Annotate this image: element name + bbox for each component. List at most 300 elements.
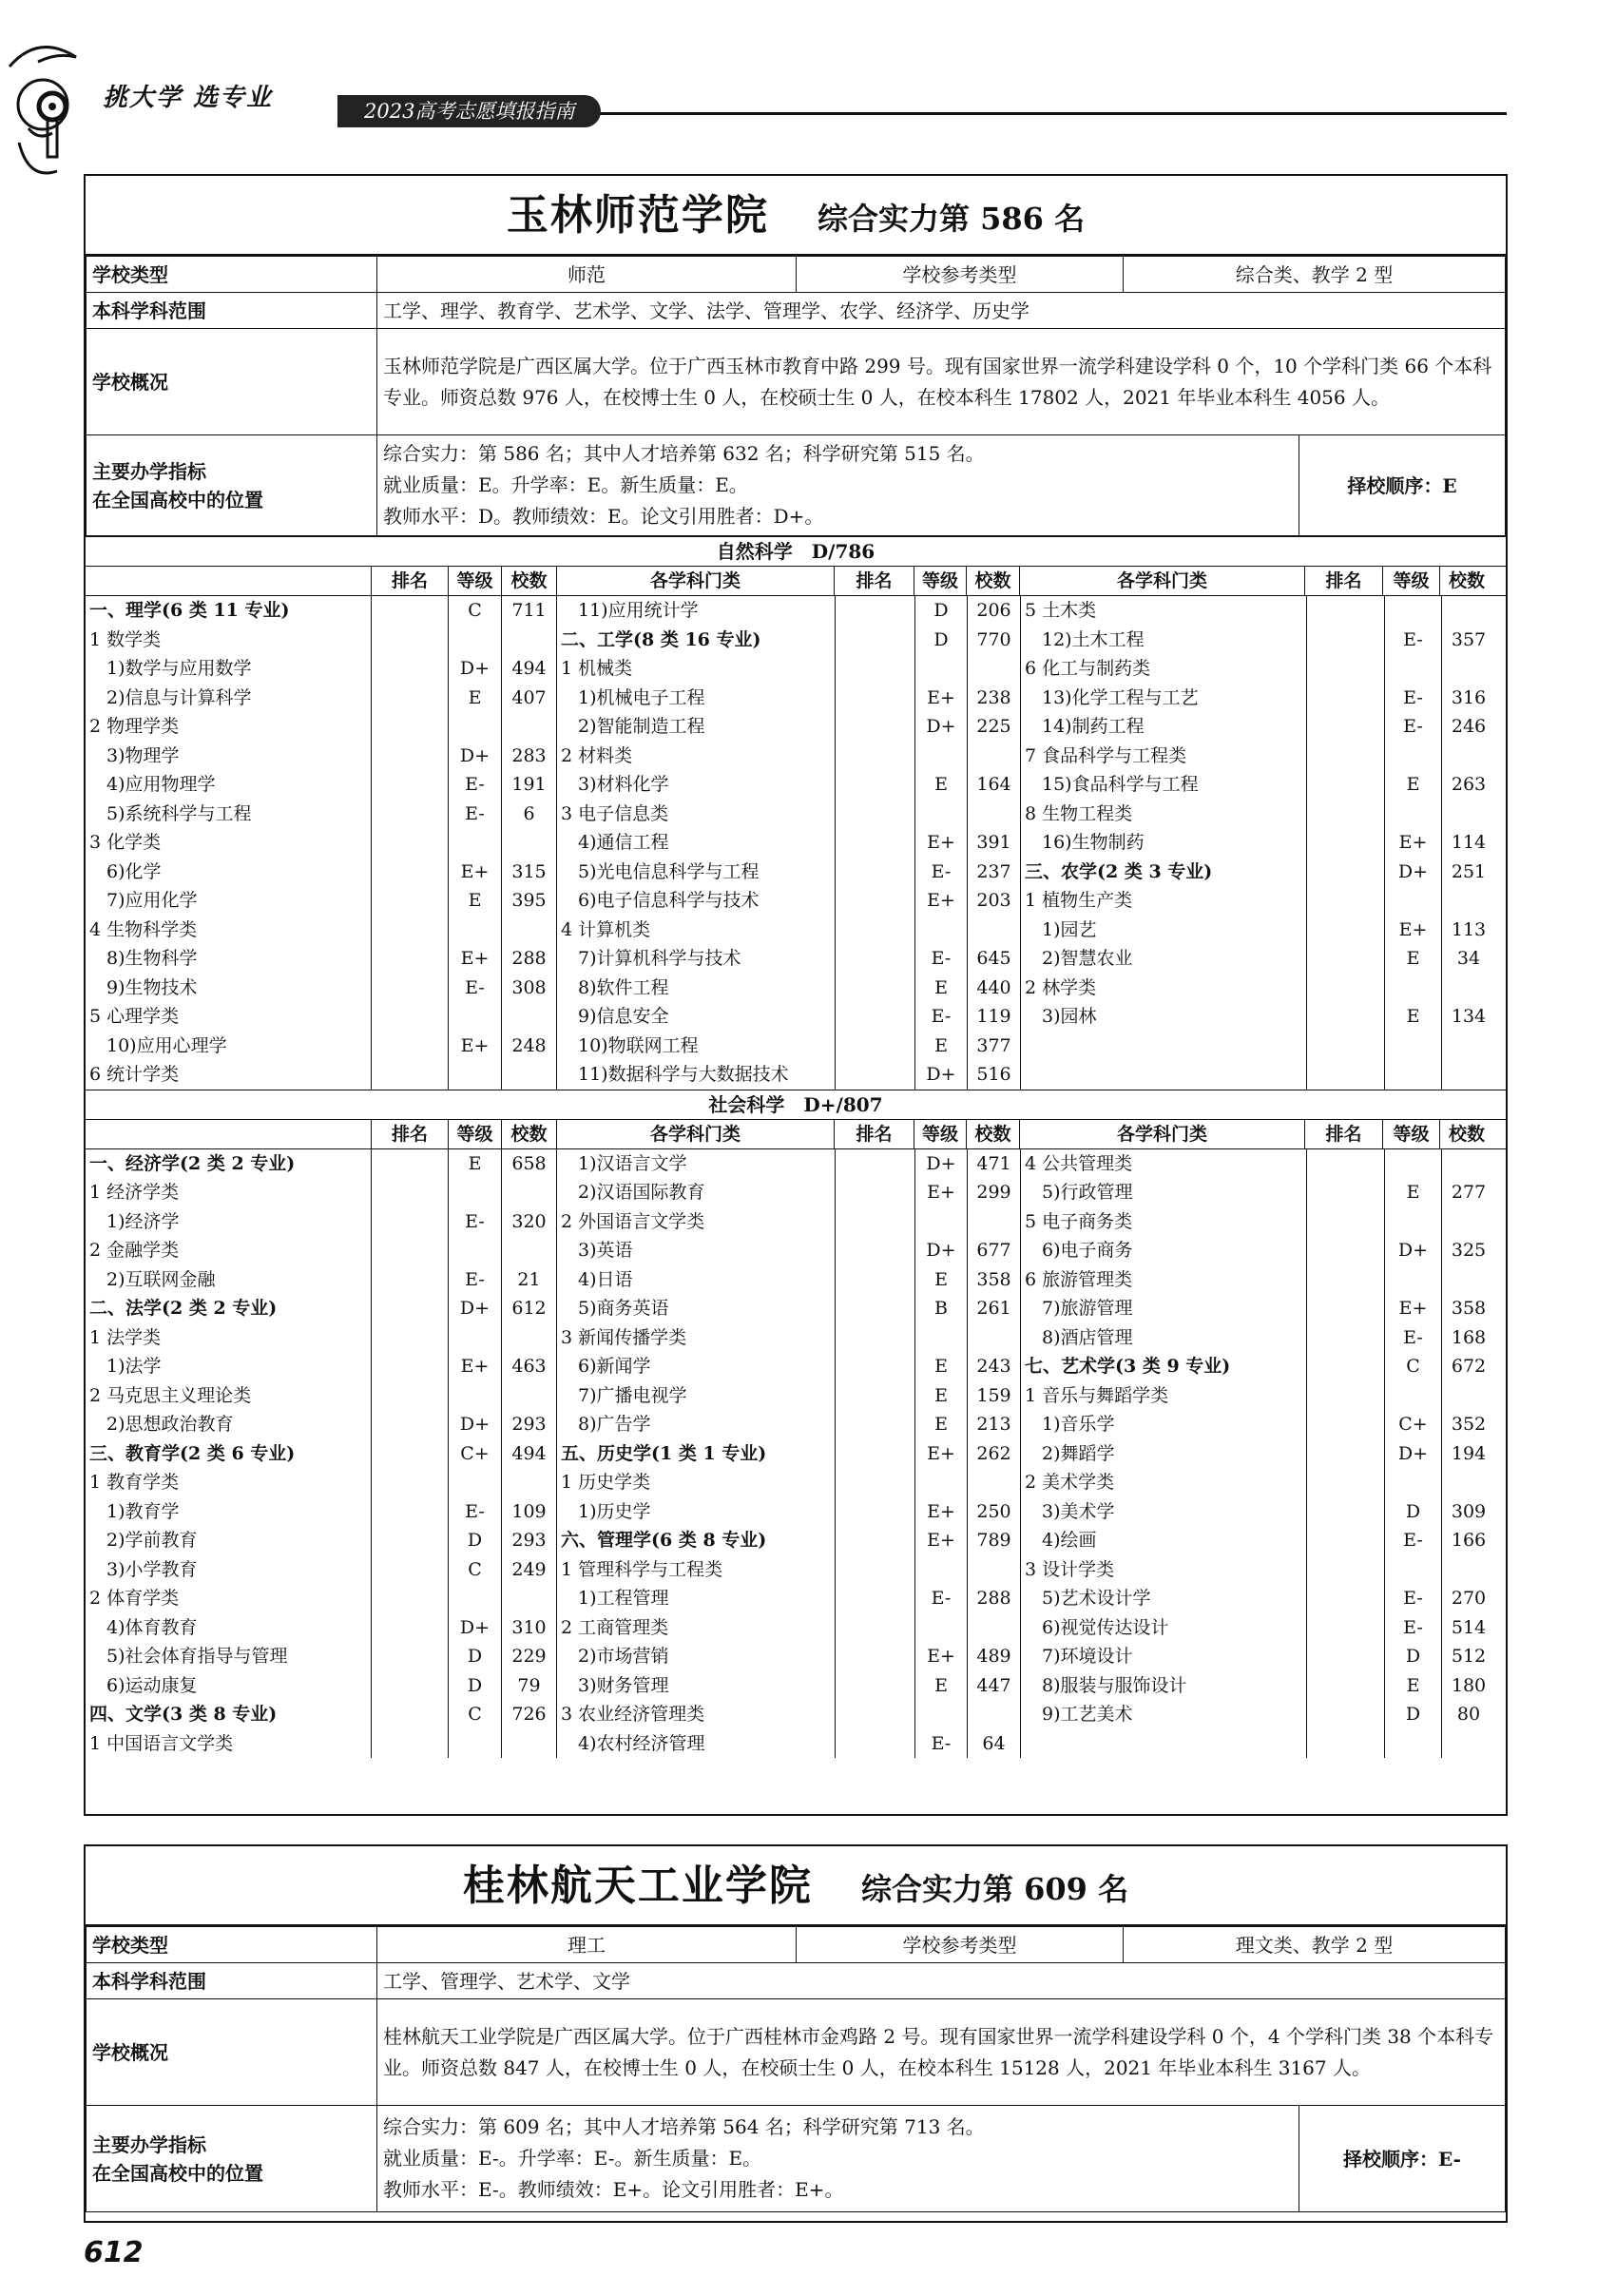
subject-count	[501, 828, 556, 858]
subject-grade	[1384, 1381, 1441, 1411]
subject-row	[1021, 712, 1495, 742]
subject-grade: E	[914, 1032, 967, 1061]
subject-name: 1 数学类	[89, 628, 162, 650]
subject-grade: E+	[1384, 1294, 1441, 1323]
subject-count: 293	[501, 1526, 556, 1555]
subject-row	[557, 1002, 1020, 1032]
subject-rank	[835, 1439, 914, 1469]
subject-row	[1021, 1526, 1495, 1555]
subject-grade: E	[914, 1381, 967, 1411]
subject-rank	[835, 1236, 914, 1265]
subject-count	[967, 1323, 1020, 1353]
subject-grade: E-	[448, 1207, 501, 1237]
subject-count: 229	[501, 1642, 556, 1671]
subject-rank	[371, 770, 448, 800]
subject-count: 612	[501, 1294, 556, 1323]
subject-count	[501, 1236, 556, 1265]
subject-row	[1021, 1410, 1495, 1439]
subject-rank	[1306, 858, 1384, 887]
indicators-label	[87, 435, 377, 536]
subject-rank	[371, 974, 448, 1003]
subject-rank	[1306, 1700, 1384, 1729]
subject-rank	[1306, 596, 1384, 626]
subject-count: 194	[1441, 1439, 1495, 1469]
subject-count: 270	[1441, 1584, 1495, 1613]
subject-grade	[1384, 1032, 1441, 1061]
subject-count	[1441, 1729, 1495, 1759]
subject-count: 191	[501, 770, 556, 800]
subject-count: 109	[501, 1497, 556, 1527]
subject-name: 5)商务英语	[578, 1298, 669, 1319]
subject-name: 2)学前教育	[106, 1530, 198, 1551]
subject-name: 1)法学	[106, 1356, 162, 1377]
subject-name: 6)视觉传达设计	[1042, 1616, 1169, 1638]
subject-rank	[835, 1671, 914, 1701]
subject-name: 9)生物技术	[106, 976, 198, 998]
subject-name: 3)英语	[578, 1240, 633, 1261]
column-header-count: 校数	[1439, 567, 1493, 595]
subject-count: 325	[1441, 1236, 1495, 1265]
subject-name: 3)财务管理	[578, 1674, 669, 1696]
column-header-subject	[86, 567, 371, 595]
subject-grade: E-	[448, 1265, 501, 1295]
subject-row	[86, 916, 556, 945]
school-name: 玉林师范学院	[506, 191, 769, 240]
subject-grade	[1384, 596, 1441, 626]
school-rank: 综合实力第 586 名	[818, 201, 1086, 237]
subject-name: 7)计算机科学与技术	[578, 948, 741, 969]
subject-name: 1)机械电子工程	[578, 686, 705, 708]
indicators-value	[377, 2106, 1299, 2212]
subject-row	[557, 770, 1020, 800]
subject-rank	[1306, 1526, 1384, 1555]
subject-count	[967, 916, 1020, 945]
subject-rank	[835, 1729, 914, 1759]
subject-rank	[1306, 1265, 1384, 1295]
subject-rank	[371, 1323, 448, 1353]
subject-grade: C	[448, 1700, 501, 1729]
subject-name: 6 统计学类	[89, 1064, 180, 1085]
subject-count: 395	[501, 886, 556, 916]
subject-rank	[1306, 1555, 1384, 1585]
subject-count: 440	[967, 974, 1020, 1003]
subject-grade: E-	[448, 974, 501, 1003]
ref-type-label: 学校参考类型	[797, 1927, 1124, 1963]
subject-count: 407	[501, 684, 556, 713]
subject-row	[557, 1149, 1020, 1179]
subject-name: 3)小学教育	[106, 1558, 198, 1580]
subject-count: 770	[967, 626, 1020, 655]
subject-count	[967, 1555, 1020, 1585]
school-card-guilin	[84, 1844, 1508, 2223]
subject-count	[501, 1323, 556, 1353]
subject-name: 8)广告学	[578, 1414, 651, 1435]
subject-count	[1441, 974, 1495, 1003]
subject-grade: D+	[914, 1060, 967, 1090]
subject-rank	[371, 1584, 448, 1613]
type-value: 理工	[377, 1927, 797, 1963]
subject-name: 3)物理学	[106, 744, 180, 766]
subject-name: 2)思想政治教育	[106, 1414, 234, 1435]
subject-count: 463	[501, 1352, 556, 1381]
subject-grade: E-	[1384, 1526, 1441, 1555]
subject-row	[86, 1352, 556, 1381]
header-brand: 挑大学 选专业	[103, 84, 274, 112]
subject-count: 352	[1441, 1410, 1495, 1439]
subject-grade: E-	[1384, 626, 1441, 655]
subject-count: 310	[501, 1613, 556, 1643]
subject-rank	[371, 1002, 448, 1032]
subject-row	[557, 654, 1020, 684]
column-header-grade: 等级	[914, 567, 966, 595]
subject-row	[86, 1468, 556, 1497]
subject-rank	[1306, 1149, 1384, 1179]
subject-name: 1)历史学	[578, 1500, 651, 1522]
subject-grade	[914, 1468, 967, 1497]
subject-name: 6)运动康复	[106, 1674, 198, 1696]
subject-rank	[835, 1178, 914, 1207]
subject-rank	[1306, 886, 1384, 916]
school-info-table	[86, 256, 1506, 536]
subject-row	[1021, 1294, 1495, 1323]
subject-name: 2)舞蹈学	[1042, 1442, 1115, 1464]
subject-row	[86, 1381, 556, 1411]
subject-count	[967, 1468, 1020, 1497]
subject-name: 1 管理科学与工程类	[561, 1558, 723, 1580]
subject-rank	[835, 1294, 914, 1323]
subject-rank	[1306, 742, 1384, 771]
subject-rank	[371, 828, 448, 858]
subject-grade	[914, 916, 967, 945]
subject-rank	[1306, 1439, 1384, 1469]
subject-rank	[1306, 1002, 1384, 1032]
subject-row	[86, 1236, 556, 1265]
subject-row	[1021, 1642, 1495, 1671]
subject-rank	[1306, 1352, 1384, 1381]
subject-row	[86, 974, 556, 1003]
subject-grade: D+	[1384, 858, 1441, 887]
subject-count: 358	[1441, 1294, 1495, 1323]
subject-rank	[835, 1584, 914, 1613]
subject-grade: E-	[914, 1729, 967, 1759]
subject-rank	[1306, 1032, 1384, 1061]
subject-count: 316	[1441, 684, 1495, 713]
subject-grade: D+	[1384, 1439, 1441, 1469]
subject-count: 249	[501, 1555, 556, 1585]
subject-name: 2)市场营销	[578, 1646, 669, 1667]
subject-count: 514	[1441, 1613, 1495, 1643]
ref-type-value: 综合类、教学 2 型	[1124, 257, 1506, 293]
subject-row	[86, 1149, 556, 1179]
subject-row	[1021, 742, 1495, 771]
subject-name: 1)工程管理	[578, 1588, 669, 1609]
subject-count: 516	[967, 1060, 1020, 1090]
subject-grade: E+	[914, 886, 967, 916]
subject-name: 七、艺术学(3 类 9 专业)	[1025, 1356, 1231, 1377]
subject-grade	[448, 1060, 501, 1090]
subject-row	[1021, 828, 1495, 858]
subject-count: 299	[967, 1178, 1020, 1207]
subject-count	[1441, 886, 1495, 916]
subject-row	[86, 1410, 556, 1439]
subject-rank	[1306, 1642, 1384, 1671]
subject-grade: E-	[914, 858, 967, 887]
subject-name: 9)工艺美术	[1042, 1704, 1133, 1725]
subject-name: 5 土木类	[1025, 600, 1097, 621]
subject-rank	[371, 1381, 448, 1411]
subject-row	[557, 974, 1020, 1003]
subject-count: 246	[1441, 712, 1495, 742]
subject-column	[86, 1149, 556, 1759]
column-header-rank: 排名	[834, 1120, 914, 1148]
subject-count: 377	[967, 1032, 1020, 1061]
subject-row	[1021, 1060, 1495, 1090]
subject-grade	[914, 742, 967, 771]
subject-rank	[371, 1497, 448, 1527]
school-title-row	[86, 1846, 1506, 1926]
subject-name: 6)电子商务	[1042, 1240, 1133, 1261]
subject-rank	[371, 1149, 448, 1179]
subject-count: 80	[1441, 1700, 1495, 1729]
indicator-line: 就业质量：E。升学率：E。新生质量：E。	[383, 473, 748, 496]
subject-rank	[1306, 1381, 1384, 1411]
subject-name	[1021, 1032, 1306, 1061]
subject-name: 3)美术学	[1042, 1500, 1115, 1522]
subject-grade: E	[914, 1671, 967, 1701]
social-science-grid	[86, 1149, 1506, 1759]
subject-name: 5)系统科学与工程	[106, 802, 252, 824]
subject-name: 三、农学(2 类 3 专业)	[1025, 860, 1213, 882]
subject-count: 277	[1441, 1178, 1495, 1207]
subject-name: 7)应用化学	[106, 890, 198, 911]
subject-rank	[1306, 1410, 1384, 1439]
subject-grade: E-	[448, 800, 501, 829]
subject-row	[557, 800, 1020, 829]
subject-name: 8)服装与服饰设计	[1042, 1674, 1187, 1696]
subject-grade	[448, 1178, 501, 1207]
subject-count	[1441, 654, 1495, 684]
subject-count: 658	[501, 1149, 556, 1179]
subject-rank	[1306, 770, 1384, 800]
subject-count: 168	[1441, 1323, 1495, 1353]
subject-rank	[835, 596, 914, 626]
subject-rank	[371, 654, 448, 684]
subject-grade: E+	[448, 944, 501, 974]
subject-row	[1021, 1468, 1495, 1497]
subject-name: 6)化学	[106, 860, 162, 882]
subject-rank	[371, 1207, 448, 1237]
subject-row	[1021, 654, 1495, 684]
column-header-subject: 各学科门类	[1019, 567, 1304, 595]
subject-row	[1021, 1178, 1495, 1207]
indicator-line: 综合实力：第 609 名；其中人才培养第 564 名；科学研究第 713 名。	[383, 2115, 985, 2138]
subject-count: 21	[501, 1265, 556, 1295]
subject-name: 六、管理学(6 类 8 专业)	[561, 1530, 767, 1551]
subject-rank	[835, 1700, 914, 1729]
subject-grade	[1384, 1149, 1441, 1179]
subject-grade	[448, 828, 501, 858]
subject-grade: D+	[448, 1294, 501, 1323]
scope-value: 工学、管理学、艺术学、文学	[377, 1963, 1506, 1999]
subject-grade: E	[914, 770, 967, 800]
subject-name: 2)智慧农业	[1042, 948, 1133, 969]
subject-grade: D	[914, 626, 967, 655]
subject-rank	[835, 1555, 914, 1585]
subject-rank	[835, 1149, 914, 1179]
subject-count: 263	[1441, 770, 1495, 800]
subject-row	[557, 886, 1020, 916]
subject-rank	[371, 1555, 448, 1585]
subject-count: 489	[967, 1642, 1020, 1671]
header-guide-title: 2023高考志愿填报指南	[337, 95, 601, 127]
subject-name: 1)数学与应用数学	[106, 658, 252, 679]
subject-row	[557, 1410, 1020, 1439]
column-header-count: 校数	[501, 567, 556, 595]
subject-row	[557, 1352, 1020, 1381]
subject-name: 一、理学(6 类 11 专业)	[89, 600, 290, 621]
subject-row	[557, 1468, 1020, 1497]
subject-grade: E	[1384, 1671, 1441, 1701]
subject-rank	[371, 1236, 448, 1265]
subject-row	[1021, 1381, 1495, 1411]
ref-type-label: 学校参考类型	[797, 257, 1124, 293]
subject-count	[501, 1002, 556, 1032]
scope-label: 本科学科范围	[87, 293, 377, 329]
subject-count: 645	[967, 944, 1020, 974]
subject-rank	[835, 712, 914, 742]
subject-name: 三、教育学(2 类 6 专业)	[89, 1442, 296, 1464]
subject-name: 13)化学工程与工艺	[1042, 686, 1199, 708]
subject-row	[557, 858, 1020, 887]
subject-count	[501, 1178, 556, 1207]
subject-row	[86, 596, 556, 626]
subject-row	[1021, 1700, 1495, 1729]
subject-grade	[1384, 1207, 1441, 1237]
subject-grade	[448, 712, 501, 742]
subject-grade: E+	[1384, 916, 1441, 945]
subject-grade: E+	[914, 1642, 967, 1671]
subject-row	[557, 1671, 1020, 1701]
type-value: 师范	[377, 257, 797, 293]
subject-grade: E-	[914, 1002, 967, 1032]
subject-rank	[835, 828, 914, 858]
subject-name: 6 旅游管理类	[1025, 1268, 1133, 1290]
subject-rank	[835, 886, 914, 916]
subject-name: 11)数据科学与大数据技术	[578, 1064, 789, 1085]
subject-row	[1021, 1236, 1495, 1265]
subject-rank	[835, 1468, 914, 1497]
subject-count	[1441, 1381, 1495, 1411]
subject-count: 248	[501, 1032, 556, 1061]
subject-rank	[371, 916, 448, 945]
subject-name: 12)土木工程	[1042, 628, 1145, 650]
subject-row	[557, 828, 1020, 858]
subject-name: 二、工学(8 类 16 专业)	[561, 628, 761, 650]
school-card-yulin	[84, 174, 1508, 1816]
subject-grade	[1384, 1729, 1441, 1759]
subject-row	[557, 1584, 1020, 1613]
subject-count: 672	[1441, 1352, 1495, 1381]
subject-rank	[371, 1178, 448, 1207]
subject-name: 5)艺术设计学	[1042, 1588, 1151, 1609]
subject-grade: D	[1384, 1642, 1441, 1671]
subject-rank	[835, 1352, 914, 1381]
subject-name: 1 中国语言文学类	[89, 1732, 234, 1754]
subject-name: 1 历史学类	[561, 1472, 651, 1493]
subject-grade: C	[1384, 1352, 1441, 1381]
subject-row	[86, 1178, 556, 1207]
subject-count: 203	[967, 886, 1020, 916]
subject-row	[1021, 1729, 1495, 1759]
subject-count: 164	[967, 770, 1020, 800]
subject-grade: E+	[914, 1439, 967, 1469]
subject-grade: E-	[1384, 1323, 1441, 1353]
subject-grade: E-	[448, 1497, 501, 1527]
social-column-header	[86, 1120, 1506, 1149]
subject-grade	[1384, 1060, 1441, 1090]
subject-count: 119	[967, 1002, 1020, 1032]
subject-count	[501, 1729, 556, 1759]
subject-name: 5)行政管理	[1042, 1182, 1133, 1203]
subject-grade	[448, 1381, 501, 1411]
column-header-grade: 等级	[448, 1120, 501, 1148]
subject-grade: E	[1384, 1178, 1441, 1207]
overview-value: 玉林师范学院是广西区属大学。位于广西玉林市教育中路 299 号。现有国家世界一流学科建设学科 0 个，10 个学科门类 66 个本科专业。师资总数 976 人，在校博士生 0 人，在校硕士生 0 人，在校本科生 17802 人，2021 年毕业本科生 4056 人。	[377, 329, 1506, 435]
indicator-line: 教师水平：E-。教师绩效：E+。论文引用胜者：E+。	[383, 2178, 844, 2201]
column-header-grade: 等级	[1382, 1120, 1439, 1148]
subject-name: 1 植物生产类	[1025, 890, 1133, 911]
subject-name: 一、经济学(2 类 2 专业)	[89, 1152, 296, 1174]
subject-rank	[371, 596, 448, 626]
subject-grade	[1384, 1265, 1441, 1295]
subject-rank	[835, 858, 914, 887]
indicators-label-line: 主要办学指标	[92, 2132, 206, 2156]
subject-name: 2 金融学类	[89, 1240, 180, 1261]
subject-grade: C+	[1384, 1410, 1441, 1439]
subject-rank	[835, 654, 914, 684]
subject-grade: D+	[448, 742, 501, 771]
subject-row	[557, 1555, 1020, 1585]
subject-row	[557, 1265, 1020, 1295]
subject-row	[86, 1526, 556, 1555]
subject-rank	[371, 1700, 448, 1729]
subject-column	[556, 596, 1020, 1090]
subject-grade: C+	[448, 1439, 501, 1469]
subject-name: 8)酒店管理	[1042, 1326, 1133, 1348]
subject-name: 1)汉语言文学	[578, 1152, 687, 1174]
subject-row	[557, 1613, 1020, 1643]
subject-row	[1021, 1323, 1495, 1353]
column-header-count: 校数	[1439, 1120, 1493, 1148]
ref-type-value: 理文类、教学 2 型	[1124, 1927, 1506, 1963]
subject-grade	[1384, 654, 1441, 684]
subject-rank	[1306, 1671, 1384, 1701]
subject-grade: E	[448, 1149, 501, 1179]
subject-rank	[371, 1613, 448, 1643]
subject-rank	[1306, 1613, 1384, 1643]
subject-rank	[835, 1060, 914, 1090]
subject-row	[1021, 1613, 1495, 1643]
subject-grade: D	[914, 596, 967, 626]
subject-grade: E-	[1384, 712, 1441, 742]
subject-rank	[835, 1381, 914, 1411]
subject-row	[86, 1642, 556, 1671]
subject-rank	[371, 1265, 448, 1295]
subject-rank	[835, 944, 914, 974]
subject-count	[1441, 1149, 1495, 1179]
subject-row	[86, 1032, 556, 1061]
subject-count: 114	[1441, 828, 1495, 858]
